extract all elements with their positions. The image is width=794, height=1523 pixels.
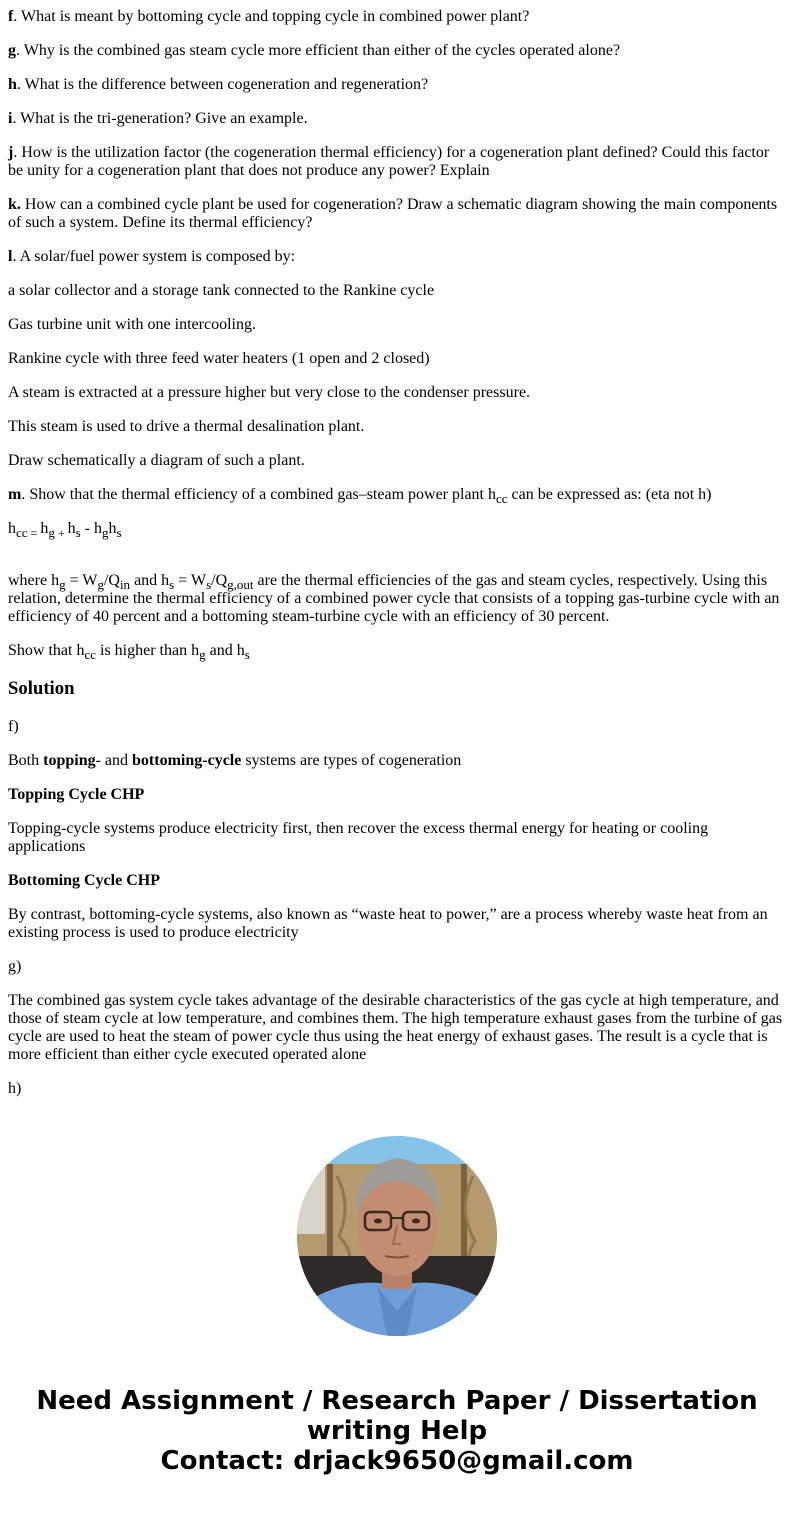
solution-f-intro: Both topping- and bottoming-cycle systems are types of cogeneration — [8, 752, 462, 769]
promo-line-1: Need Assignment / Research Paper / Dissertation — [36, 1386, 758, 1416]
portrait-icon — [297, 1136, 497, 1336]
avatar — [297, 1136, 497, 1336]
question-k: k. How can a combined cycle plant be used for cogeneration? Draw a schematic diagram showing the main components of such a system. Define its thermal efficiency? — [8, 196, 778, 231]
solution-f-label: f) — [8, 718, 19, 735]
question-label: j — [8, 144, 14, 161]
question-label: h — [8, 76, 17, 93]
question-m-show: Show that $h_{cc}$ is higher than $h_g$ and $h_s$ — [8, 642, 250, 662]
promo-contact: Contact: drjack9650@gmail.com — [160, 1446, 634, 1476]
promo-line-2: writing Help — [306, 1416, 488, 1446]
solution-heading: Solution — [8, 678, 75, 699]
solution-g-label: g) — [8, 958, 22, 975]
topping-cycle-heading: Topping Cycle CHP — [8, 786, 145, 803]
question-l-item: A steam is extracted at a pressure higher but very close to the condenser pressure. — [8, 384, 531, 401]
question-label: g — [8, 42, 16, 59]
solution-g-text: The combined gas system cycle takes advantage of the desirable characteristics of the gas cycle at high temperature, and those of steam cycle at low temperature, and combines them. The high temperature exhaust gases from the turbine of gas cycle are used to heat the steam of power cycle thus using the heat energy of exhaust gases. The result is a cycle that is more efficient than either cycle executed operated alone — [8, 992, 783, 1063]
question-label: l — [8, 248, 13, 265]
question-m-where: where $h_g = W_g/Q_{in}$ and $h_s = W_s/Q_{g,out}$ are the thermal efficiencies of the gas and steam cycles, respectively. Using this relation, determine the thermal efficiency of a combined power cycle that consists of a topping gas-turbine cycle with an efficiency of 40 percent and a bottoming steam-turbine cycle with an efficiency of 30 percent. — [8, 572, 780, 625]
question-l-item: a solar collector and a storage tank connected to the Rankine cycle — [8, 282, 435, 299]
question-g: g. Why is the combined gas steam cycle more efficient than either of the cycles operated alone? — [8, 42, 621, 59]
topping-cycle-text: Topping-cycle systems produce electricity first, then recover the excess thermal energy for heating or cooling applications — [8, 820, 709, 855]
bottoming-cycle-text: By contrast, bottoming-cycle systems, also known as “waste heat to power,” are a process whereby waste heat from an existing process is used to produce electricity — [8, 906, 768, 941]
avatar-container — [8, 1136, 786, 1336]
question-h: h. What is the difference between cogeneration and regeneration? — [8, 76, 429, 93]
question-f: f. What is meant by bottoming cycle and topping cycle in combined power plant? — [8, 8, 530, 25]
question-i: i. What is the tri-generation? Give an example. — [8, 110, 308, 127]
question-l-item: Gas turbine unit with one intercooling. — [8, 316, 256, 333]
question-l-item: Rankine cycle with three feed water heaters (1 open and 2 closed) — [8, 350, 430, 367]
question-m: m. Show that the thermal efficiency of a combined gas–steam power plant $h_{cc}$ can be expressed as: (eta not h) — [8, 486, 712, 506]
promo-banner — [0, 1386, 794, 1506]
bottoming-cycle-heading: Bottoming Cycle CHP — [8, 872, 160, 889]
efficiency-formula: $h_{cc}$ $_=$ $h_g$ $_+$ $h_s - h_gh_s$ — [8, 520, 122, 540]
solution-h-label: h) — [8, 1080, 22, 1097]
question-label: f — [8, 8, 14, 25]
question-label: i — [8, 110, 13, 127]
question-label: m — [8, 486, 22, 503]
spacer — [8, 554, 786, 572]
question-l: l. A solar/fuel power system is composed by: — [8, 248, 296, 265]
question-j: j. How is the utilization factor (the cogeneration thermal efficiency) for a cogeneration plant defined? Could this factor be unity for a cogeneration plant that does not produce any power? Explain — [8, 144, 770, 179]
question-label: k. — [8, 196, 21, 213]
question-l-item: This steam is used to drive a thermal desalination plant. — [8, 418, 365, 435]
question-l-item: Draw schematically a diagram of such a plant. — [8, 452, 305, 469]
